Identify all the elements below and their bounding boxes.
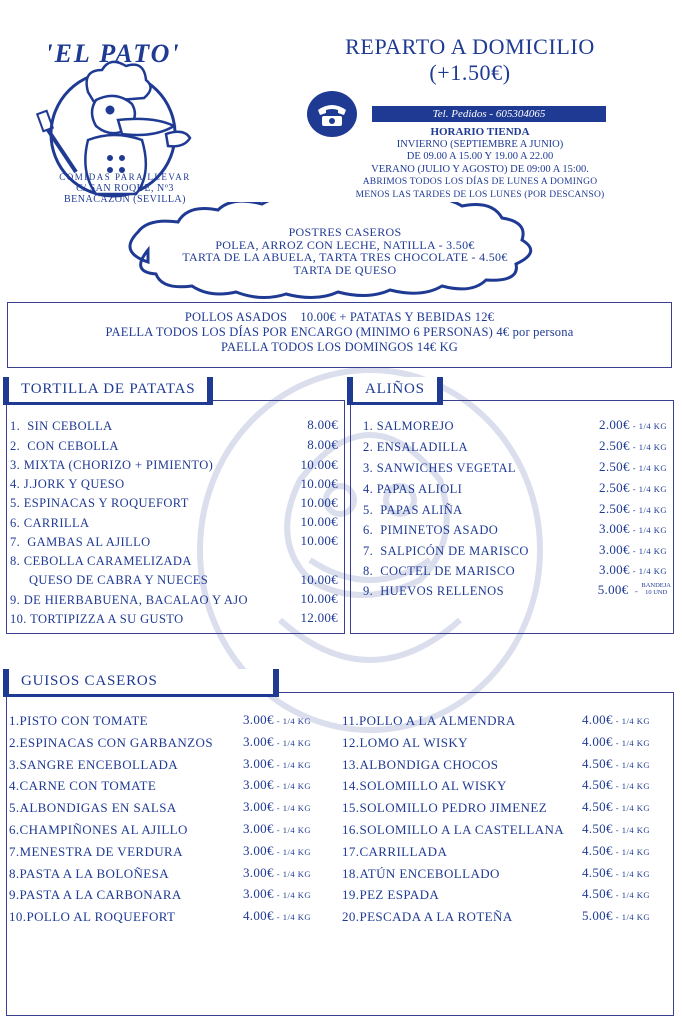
alinos-section [350, 381, 674, 634]
alinos-item-9: 9. HUEVOS RELLENOS [363, 584, 504, 598]
guiso-item: 14.SOLOMILLO AL WISKY [342, 778, 507, 794]
tortilla-price-6: 10.00€ [300, 514, 338, 529]
alinos-item-6: 6. PIMINETOS ASADO [363, 523, 499, 537]
alinos-item-1: 1. SALMOREJO [363, 419, 454, 433]
alinos-price-4: 2.50€ - 1/4 KG [599, 480, 667, 495]
desserts-line-1: POLEA, ARROZ CON LECHE, NATILLA - 3.50€ [215, 237, 475, 252]
guiso-price: 4.00€ - 1/4 KG [582, 733, 650, 749]
guiso-item: 16.SOLOMILLO A LA CASTELLANA [342, 822, 565, 837]
tortilla-price-3: 10.00€ [300, 457, 338, 472]
guiso-item: 1.PISTO CON TOMATE [9, 713, 149, 728]
alinos-item-5: 5. PAPAS ALIÑA [363, 503, 463, 517]
roast-chicken-paella-box [7, 302, 672, 368]
pollos-line-3: PAELLA TODOS LOS DOMINGOS 14€ KG [220, 340, 459, 354]
guiso-price: 3.00€ - 1/4 KG [243, 733, 311, 749]
winter-hours: DE 09.00 A 15.00 Y 19.00 A 22.00 [406, 151, 554, 162]
guiso-item: 10.POLLO AL ROQUEFORT [9, 909, 176, 925]
guiso-item: 20.PESCADA A LA ROTEÑA [342, 909, 513, 925]
closed-note: MENOS LAS TARDES DE LOS LUNES (POR DESCANSO) [355, 189, 605, 200]
alinos-price-9: 5.00€ -BANDEJA 10 UND [597, 582, 671, 597]
guiso-price: 3.00€ - 1/4 KG [243, 886, 311, 902]
tortilla-price-7: 10.00€ [300, 533, 338, 548]
guiso-price: 3.00€ - 1/4 KG [243, 842, 311, 858]
guiso-price: 4.50€ - 1/4 KG [582, 821, 650, 836]
tortilla-price-1: 8.00€ [307, 417, 338, 432]
tortilla-title: TORTILLA DE PATATAS [3, 377, 213, 405]
alinos-item-4: 4. PAPAS ALIOLI [363, 482, 463, 496]
guiso-price: 3.00€ - 1/4 KG [243, 777, 311, 793]
alinos-price-3: 2.50€ - 1/4 KG [599, 459, 667, 474]
alinos-price-1: 2.00€ - 1/4 KG [599, 417, 667, 432]
guiso-price: 3.00€ - 1/4 KG [243, 799, 311, 815]
logo-caption [40, 172, 210, 205]
alinos-item-8: 8. COCTEL DE MARISCO [363, 564, 516, 578]
guiso-item: 8.PASTA A LA BOLOÑESA [9, 865, 170, 881]
hours-title: HORARIO TIENDA [430, 126, 530, 138]
pollos-line-1: POLLOS ASADOS 10.00€ + PATATAS Y BEBIDAS 12€ [184, 310, 495, 324]
guiso-price: 4.50€ - 1/4 KG [582, 864, 650, 880]
tortilla-price-4: 10.00€ [300, 476, 338, 491]
guiso-item: 19.PEZ ESPADA [342, 887, 440, 903]
guiso-price: 4.50€ - 1/4 KG [582, 842, 650, 858]
alinos-price-6: 3.00€ - 1/4 KG [599, 521, 667, 536]
guiso-item: 17.CARRILLADA [342, 843, 448, 859]
alinos-price-7: 3.00€ - 1/4 KG [599, 542, 667, 557]
guiso-item: 6.CHAMPIÑONES AL AJILLO [9, 822, 188, 837]
alinos-title: ALIÑOS [347, 377, 443, 405]
guiso-item: 4.CARNE CON TOMATE [9, 778, 157, 794]
winter-season: INVIERNO (SEPTIEMBRE A JUNIO) [396, 138, 564, 150]
tortilla-price-5: 10.00€ [300, 495, 338, 510]
tortilla-item-5: 5. ESPINACAS Y ROQUEFORT [10, 496, 189, 510]
guiso-price: 3.00€ - 1/4 KG [243, 864, 311, 880]
tortilla-price-2: 8.00€ [307, 437, 338, 452]
tortilla-item-7: 7. GAMBAS AL AJILLO [10, 535, 151, 549]
guiso-item: 5.ALBONDIGAS EN SALSA [9, 800, 177, 816]
tagline: COMIDAS PARA LLEVAR [59, 172, 191, 182]
store-hours [300, 126, 660, 201]
guiso-price: 3.00€ - 1/4 KG [243, 755, 311, 771]
open-days: ABRIMOS TODOS LOS DÍAS DE LUNES A DOMINGO [362, 177, 598, 187]
tortilla-price-10: 12.00€ [300, 610, 338, 625]
alinos-price-5: 2.50€ - 1/4 KG [599, 501, 667, 516]
guiso-item: 3.SANGRE ENCEBOLLADA [9, 756, 179, 772]
guiso-price: 4.50€ - 1/4 KG [582, 886, 650, 902]
alinos-price-2: 2.50€ - 1/4 KG [599, 438, 667, 453]
alinos-item-7: 7. SALPICÓN DE MARISCO [363, 544, 529, 558]
guiso-price: 3.00€ - 1/4 KG [243, 821, 311, 836]
guisos-section [6, 673, 674, 1016]
tortilla-price-8: 10.00€ [300, 572, 338, 587]
delivery-title: REPARTO A DOMICILIO [345, 34, 595, 59]
guiso-item: 15.SOLOMILLO PEDRO JIMENEZ [342, 800, 548, 816]
desserts-line-2: TARTA DE LA ABUELA, TARTA TRES CHOCOLATE - 4.50€ [182, 250, 508, 264]
tortilla-item-2: 2. CON CEBOLLA [10, 439, 119, 453]
tortilla-item-8: 8. CEBOLLA CARAMELIZADA [10, 554, 192, 568]
tortilla-item-3: 3. MIXTA (CHORIZO + PIMIENTO) [10, 458, 214, 472]
guiso-price: 5.00€ - 1/4 KG [582, 908, 650, 924]
phone-orders[interactable]: Tel. Pedidos - 605304065 [372, 106, 606, 122]
guiso-item: 2.ESPINACAS CON GARBANZOS [9, 734, 213, 750]
desserts-title: POSTRES CASEROS [288, 225, 402, 239]
tortilla-section [6, 381, 345, 634]
address: C/ SAN ROQUE, Nº3 [76, 183, 174, 194]
delivery-fee: (+1.50€) [429, 60, 511, 85]
guiso-item: 12.LOMO AL WISKY [342, 734, 468, 750]
desserts [120, 226, 570, 276]
tortilla-item-4: 4. J.JORK Y QUESO [10, 477, 125, 491]
tortilla-item-1: 1. SIN CEBOLLA [10, 419, 113, 433]
guiso-price: 4.00€ - 1/4 KG [582, 712, 650, 727]
guiso-price: 4.50€ - 1/4 KG [582, 799, 650, 815]
tortilla-item-6: 6. CARRILLA [10, 516, 90, 530]
delivery-heading [300, 34, 640, 86]
summer-hours: VERANO (JULIO Y AGOSTO) DE 09:00 A 15:00. [371, 163, 589, 175]
guiso-item: 9.PASTA A LA CARBONARA [9, 887, 182, 903]
guisos-title: GUISOS CASEROS [3, 669, 279, 697]
alinos-item-2: 2. ENSALADILLA [363, 440, 468, 454]
guiso-item: 18.ATÚN ENCEBOLLADO [342, 865, 500, 881]
tortilla-item-10: 10. TORTIPIZZA A SU GUSTO [10, 612, 184, 626]
tortilla-item-9: 9. DE HIERBABUENA, BACALAO Y AJO [10, 593, 248, 607]
tortilla-item-8-line-2: QUESO DE CABRA Y NUECES [29, 573, 209, 587]
alinos-price-8: 3.00€ - 1/4 KG [599, 562, 667, 577]
guiso-item: 13.ALBONDIGA CHOCOS [342, 756, 499, 772]
guiso-price: 4.50€ - 1/4 KG [582, 755, 650, 771]
logo-name: 'EL PATO' [45, 39, 181, 68]
tortilla-price-9: 10.00€ [300, 591, 338, 606]
guiso-price: 3.00€ - 1/4 KG [243, 712, 311, 727]
alinos-item-3: 3. SANWICHES VEGETAL [363, 461, 516, 475]
desserts-line-3: TARTA DE QUESO [293, 262, 397, 277]
guiso-item: 11.POLLO A LA ALMENDRA [342, 713, 516, 728]
pollos-line-2: PAELLA TODOS LOS DÍAS POR ENCARGO (MINIMO 6 PERSONAS) 4€ por persona [105, 325, 574, 339]
guiso-price: 4.50€ - 1/4 KG [582, 777, 650, 793]
guiso-price: 4.00€ - 1/4 KG [243, 908, 311, 924]
town: BENACAZON (SEVILLA) [64, 194, 186, 205]
guiso-item: 7.MENESTRA DE VERDURA [9, 843, 183, 859]
